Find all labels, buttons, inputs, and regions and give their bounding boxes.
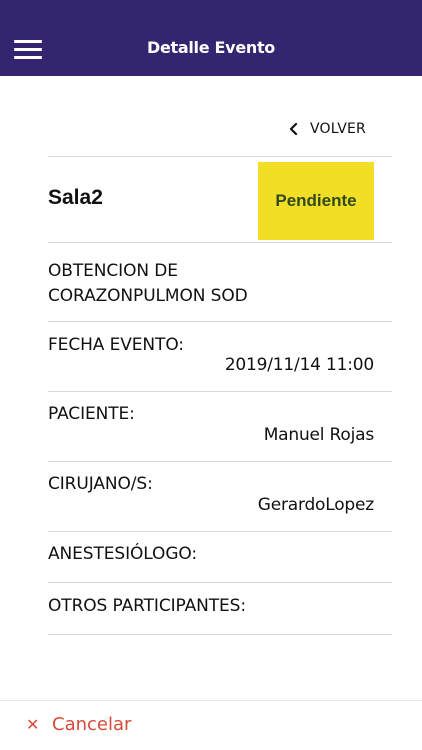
page-title: Detalle Evento	[146, 38, 275, 57]
cancel-button[interactable]	[26, 714, 131, 735]
status-label: Pendiente	[275, 191, 357, 210]
divider	[48, 634, 392, 635]
divider	[48, 531, 392, 532]
procedure-line-1: OBTENCION DE	[48, 261, 178, 281]
cancel-label: Cancelar	[52, 714, 132, 735]
surgeon-label: CIRUJANO/S:	[48, 474, 153, 494]
divider	[48, 461, 392, 462]
date-value: 2019/11/14 11:00	[224, 355, 374, 375]
procedure-title	[48, 259, 248, 309]
patient-label: PACIENTE:	[48, 404, 135, 424]
status-badge	[258, 162, 374, 240]
back-button[interactable]	[286, 119, 366, 139]
app-header	[0, 0, 422, 76]
room-name: Sala2	[48, 186, 103, 209]
close-icon: ✕	[26, 715, 40, 734]
divider	[48, 242, 392, 243]
surgeon-value: GerardoLopez	[257, 495, 374, 515]
participants-label: OTROS PARTICIPANTES:	[48, 596, 246, 616]
procedure-line-2: CORAZONPULMON SOD	[48, 286, 248, 306]
footer-divider	[0, 700, 422, 701]
divider	[48, 391, 392, 392]
anesthesiologist-label: ANESTESIÓLOGO:	[48, 544, 198, 564]
date-label: FECHA EVENTO:	[48, 335, 184, 355]
back-label: VOLVER	[310, 121, 366, 137]
chevron-left-icon	[286, 119, 302, 139]
divider	[48, 582, 392, 583]
divider	[48, 156, 392, 157]
divider	[48, 321, 392, 322]
patient-value: Manuel Rojas	[263, 425, 374, 445]
